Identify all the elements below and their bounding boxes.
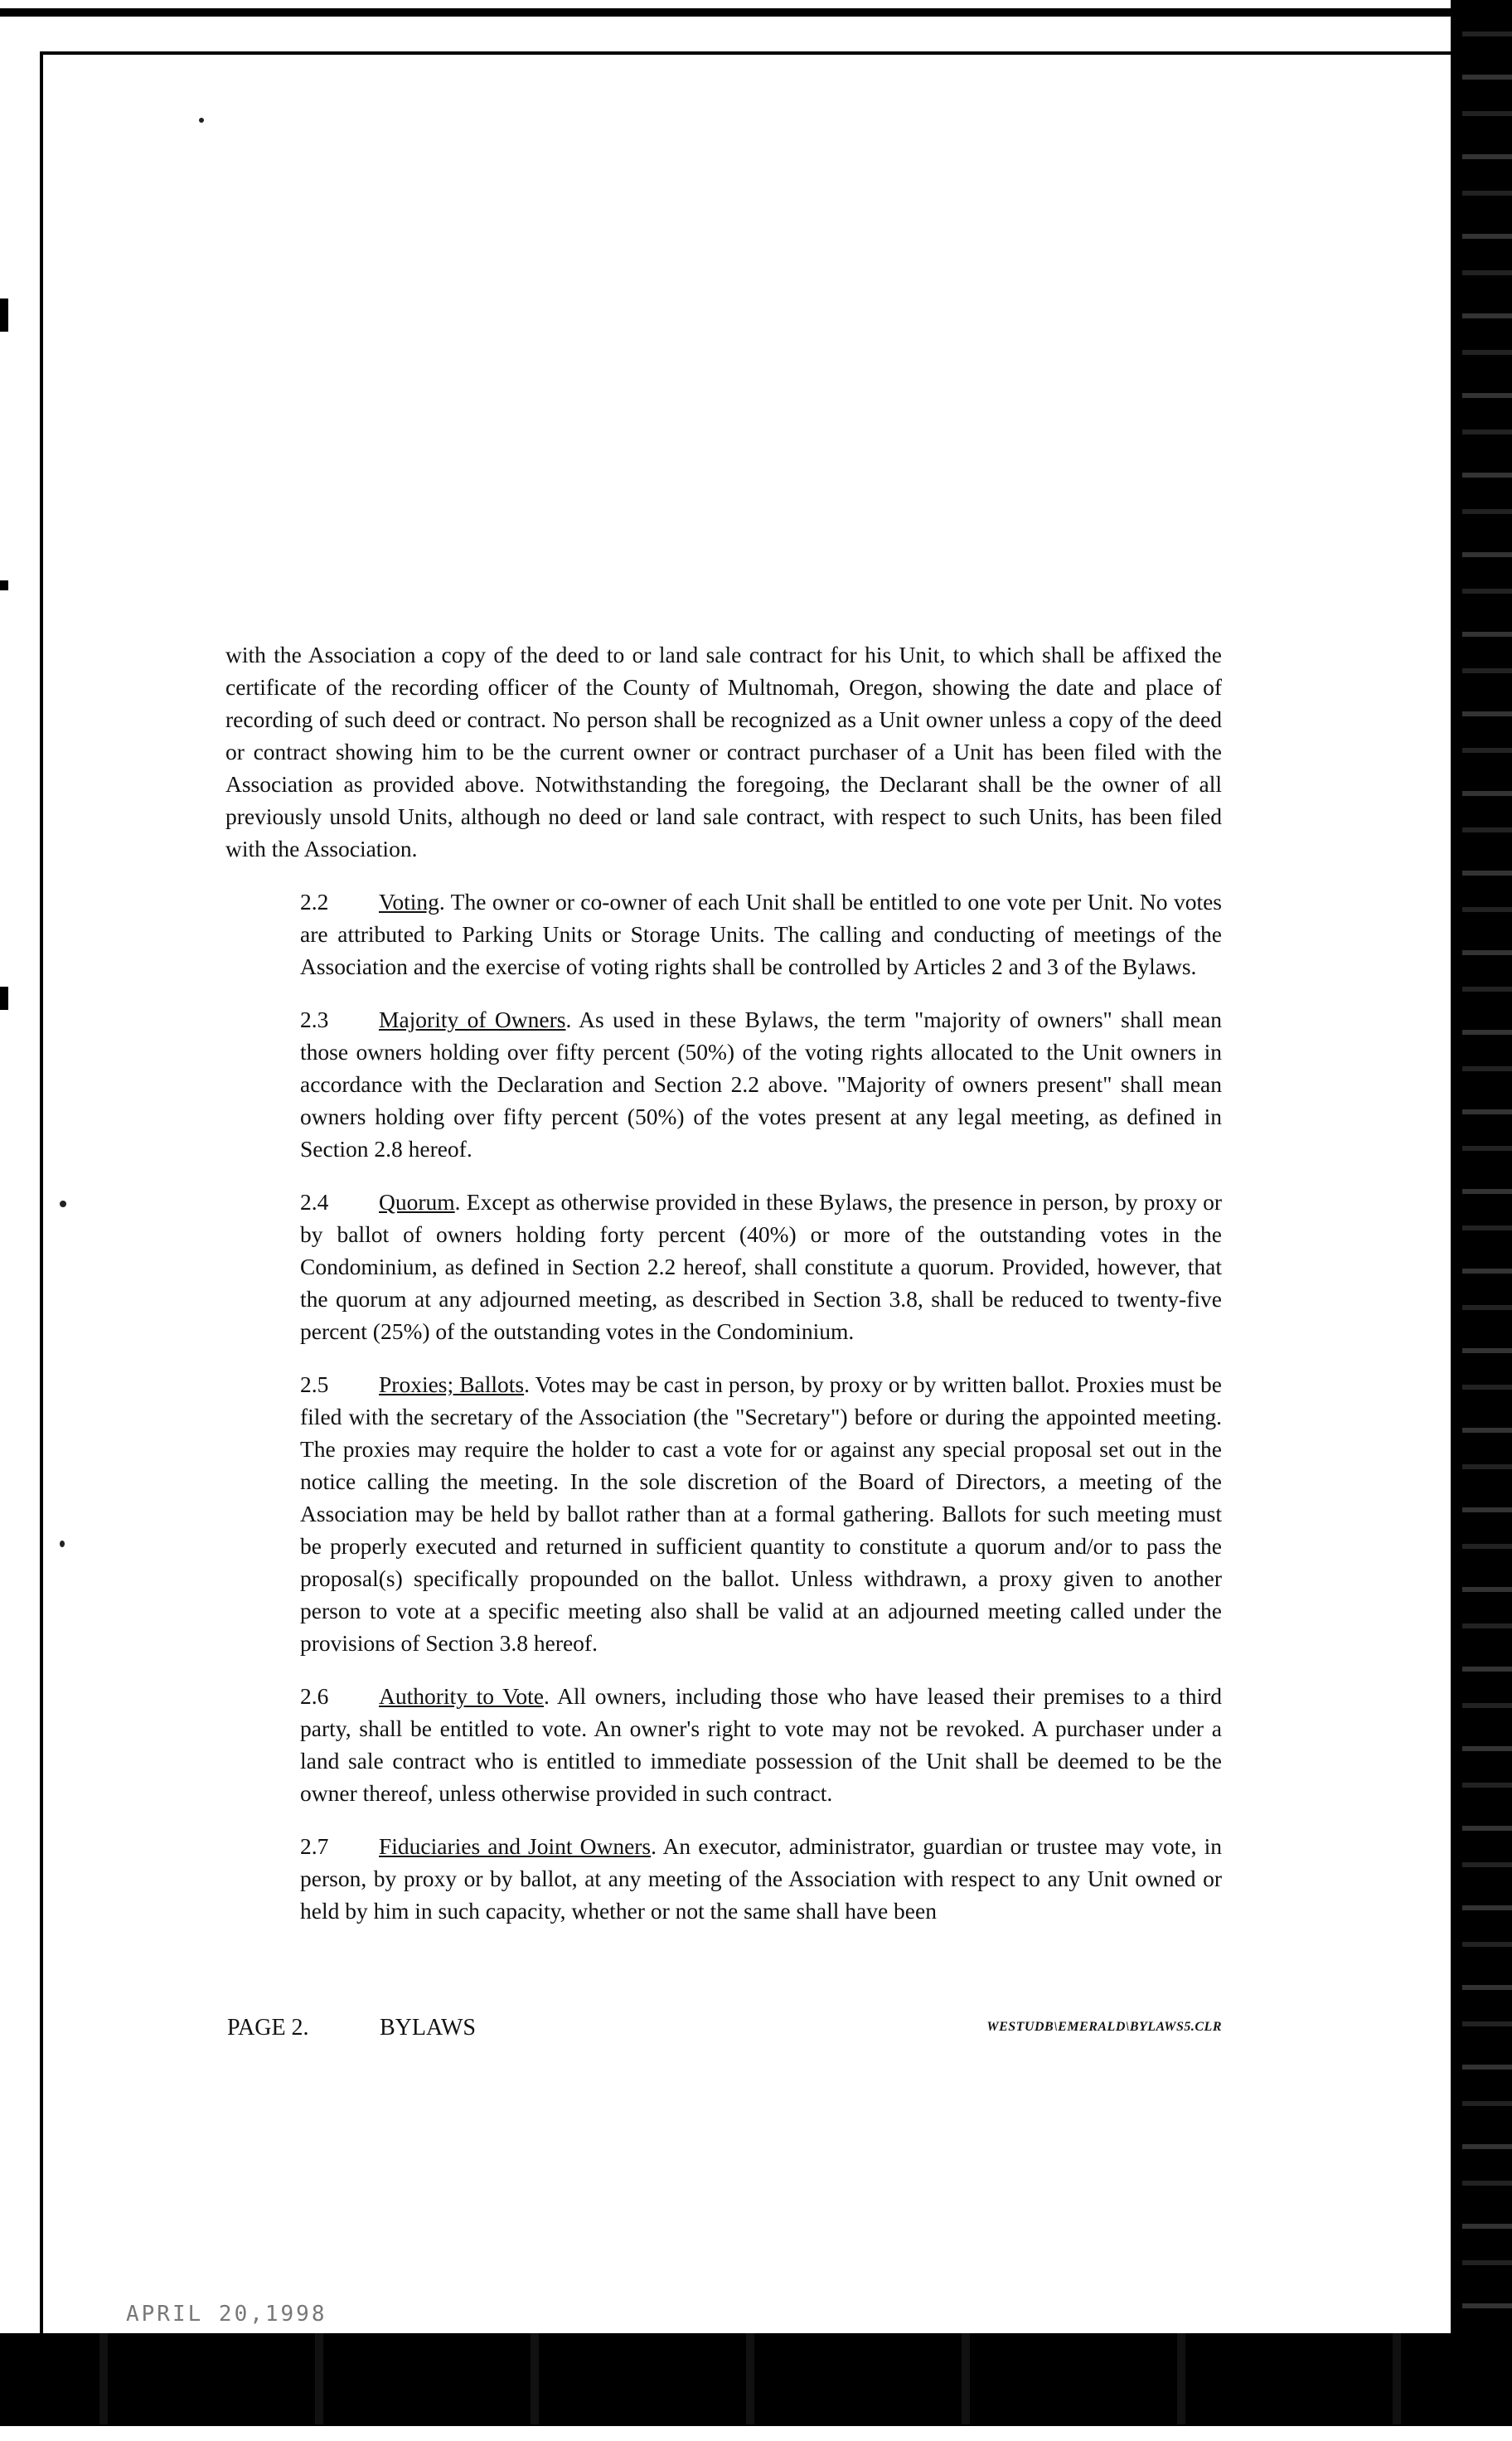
section-number: 2.7	[300, 1833, 329, 1859]
date-stamp: APRIL 20,1998	[126, 2302, 327, 2327]
section-number: 2.5	[300, 1371, 329, 1397]
section-text: . An executor, administrator, guardian or trustee may vote, in person, by proxy or by ballot, at any meeting of the Association with respect to any Unit owned or held by him in such capacity, whether or not the same shall have been	[300, 1833, 1222, 1924]
section-2-5	[225, 1368, 1222, 1659]
section-text: . As used in these Bylaws, the term "majority of owners" shall mean those owners holding over fifty percent (50%) of the voting rights allocated to the Unit owners in accordance with the Declaration and Section 2.2 above. "Majority of owners present" shall mean owners holding over fifty percent (50%) of the votes present at any legal meeting, as defined in Section 2.8 hereof.	[300, 1007, 1222, 1162]
section-heading: Quorum	[379, 1189, 455, 1215]
section-heading: Proxies; Ballots	[379, 1371, 525, 1397]
document-body	[225, 638, 1222, 1948]
section-heading: Voting	[379, 889, 439, 915]
scan-speck	[60, 1541, 65, 1547]
frame-line-top	[41, 51, 1467, 55]
section-2-3	[225, 1003, 1222, 1165]
frame-line-left	[40, 51, 43, 2340]
footer-document-title: BYLAWS	[380, 2015, 476, 2041]
page-footer	[227, 2015, 1222, 2048]
section-heading: Majority of Owners	[379, 1007, 566, 1032]
scan-edge-top-gap	[0, 0, 1459, 8]
section-heading: Authority to Vote	[379, 1683, 545, 1709]
scan-mark	[0, 298, 8, 332]
section-text: . Except as otherwise provided in these Bylaws, the presence in person, by proxy or by ballot of owners holding forty percent (40%) or more of the outstanding votes in the Condominium, as defined in Section 2.2 hereof, shall constitute a quorum. Provided, however, that the quorum at any adjourned meeting, as described in Section 3.8, shall be reduced to twenty-five percent (25%) of the outstanding votes in the Condominium.	[300, 1189, 1222, 1344]
section-2-4	[225, 1186, 1222, 1347]
section-text: . All owners, including those who have leased their premises to a third party, shall be entitled to vote. An owner's right to vote may not be revoked. A purchaser under a land sale contract who is entitled to immediate possession of the Unit shall be deemed to be the owner thereof, unless otherwise provided in such contract.	[300, 1683, 1222, 1806]
section-2-6	[225, 1680, 1222, 1809]
section-2-2	[225, 886, 1222, 983]
section-text: . Votes may be cast in person, by proxy or by written ballot. Proxies must be filed with the secretary of the Association (the "Secretary") before or during the appointed meeting. The proxies may require the holder to cast a vote for or against any special proposal set out in the notice calling the meeting. In the sole discretion of the Board of Directors, a meeting of the Association may be held by ballot rather than at a formal gathering. Ballots for such meeting must be properly executed and returned in sufficient quantity to constitute a quorum and/or to pass the proposal(s) specifically propounded on the ballot. Unless withdrawn, a proxy given to another person to vote at a specific meeting also shall be valid at an adjourned meeting called under the provisions of Section 3.8 hereof.	[300, 1371, 1223, 1656]
scan-edge-bottom-strip	[0, 2424, 1512, 2441]
section-number: 2.3	[300, 1007, 329, 1032]
section-number: 2.6	[300, 1683, 329, 1709]
paragraph-text: with the Association a copy of the deed to or land sale contract for his Unit, to which shall be affixed the certificate of the recording officer of the County of Multnomah, Oregon, showing the date and place of recording of such deed or contract. No person shall be recognized as a Unit owner unless a copy of the deed or contract showing him to be the current owner or contract purchaser of a Unit has been filed with the Association as provided above. Notwithstanding the foregoing, the Declarant shall be the owner of all previously unsold Units, although no deed or land sale contract, with respect to such Units, has been filed with the Association.	[225, 642, 1222, 861]
scan-speck	[199, 118, 204, 123]
footer-page-number: PAGE 2.	[227, 2015, 309, 2041]
section-number: 2.2	[300, 889, 329, 915]
scan-mark	[0, 580, 8, 590]
section-text: . The owner or co-owner of each Unit shall be entitled to one vote per Unit. No votes are attributed to Parking Units or Storage Units. The calling and conducting of meetings of the Association and the exercise of voting rights shall be controlled by Articles 2 and 3 of the Bylaws.	[300, 889, 1222, 979]
scan-edge-right-inner	[1451, 0, 1462, 2441]
section-heading: Fiduciaries and Joint Owners	[379, 1833, 652, 1859]
footer-file-code: WESTUDB\EMERALD\BYLAWS5.CLR	[986, 2020, 1222, 2034]
scan-speck	[60, 1201, 66, 1207]
paragraph-continuation	[225, 638, 1222, 865]
section-number: 2.4	[300, 1189, 329, 1215]
scan-mark	[0, 987, 8, 1010]
section-2-7	[225, 1830, 1222, 1927]
